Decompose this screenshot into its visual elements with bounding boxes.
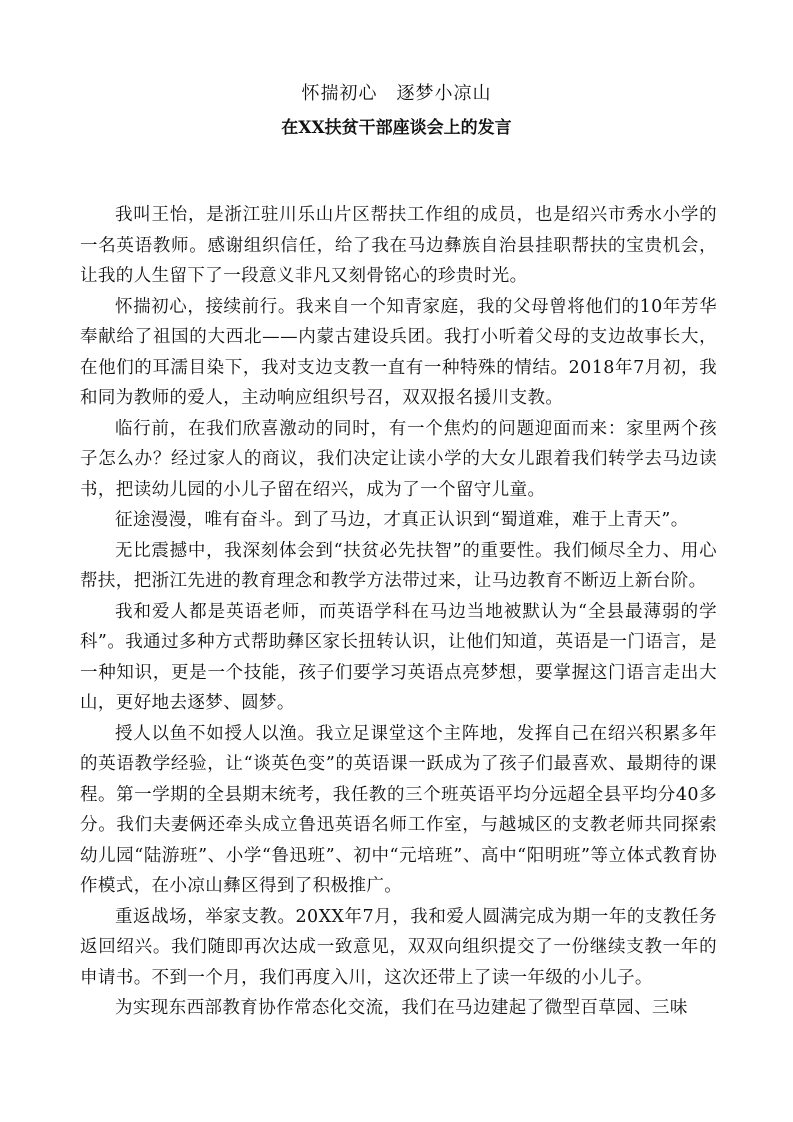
paragraph-8: 重返战场，举家支教。20XX年7月，我和爱人圆满完成为期一年的支教任务返回绍兴。我们随即再次达成一致意见，双双向组织提交了一份继续支教一年的申请书。不到一个月，我们再度入川，这次还带上了读一年级的小儿子。: [80, 906, 717, 988]
document-title: 怀揣初心 逐梦小凉山: [301, 83, 492, 104]
document-subtitle: 在XX扶贫干部座谈会上的发言: [281, 118, 512, 138]
paragraph-5: 无比震撼中，我深刻体会到“扶贫必先扶智”的重要性。我们倾尽全力、用心帮扶，把浙江先进的教育理念和教学方法带过来，让马边教育不断迈上新台阶。: [80, 540, 717, 591]
paragraph-7: 授人以鱼不如授人以渔。我立足课堂这个主阵地，发挥自己在绍兴积累多年的英语教学经验，让“谈英色变”的英语课一跃成为了孩子们最喜欢、最期待的课程。第一学期的全县期末统考，我任教的三个班英语平均分远超全县平均分40多分。我们夫妻俩还牵头成立鲁迅英语名师工作室，与越城区的支教老师共同探索幼儿园“陆游班”、小学“鲁迅班”、初中“元培班”、高中“阳明班”等立体式教育协作模式，在小凉山彝区得到了积极推广。: [80, 723, 717, 896]
paragraph-3: 临行前，在我们欣喜激动的同时，有一个焦灼的问题迎面而来：家里两个孩子怎么办？经过家人的商议，我们决定让读小学的大女儿跟着我们转学去马边读书，把读幼儿园的小儿子留在绍兴，成为了一个留守儿童。: [80, 418, 717, 500]
paragraph-2: 怀揣初心，接续前行。我来自一个知青家庭，我的父母曾将他们的10年芳华奉献给了祖国的大西北——内蒙古建设兵团。我打小听着父母的支边故事长大，在他们的耳濡目染下，我对支边支教一直有一种特殊的情结。2018年7月初，我和同为教师的爱人，主动响应组织号召，双双报名援川支教。: [80, 296, 717, 408]
document-body: [80, 200, 717, 1024]
paragraph-9: 为实现东西部教育协作常态化交流，我们在马边建起了微型百草园、三味: [115, 998, 688, 1018]
paragraph-1: 我叫王怡，是浙江驻川乐山片区帮扶工作组的成员，也是绍兴市秀水小学的一名英语教师。感谢组织信任，给了我在马边彝族自治县挂职帮扶的宝贵机会，让我的人生留下了一段意义非凡又刻骨铭心的珍贵时光。: [80, 205, 717, 286]
paragraph-4: 征途漫漫，唯有奋斗。到了马边，才真正认识到“蜀道难，难于上青天”。: [115, 510, 689, 530]
paragraph-6: 我和爱人都是英语老师，而英语学科在马边当地被默认为“全县最薄弱的学科”。我通过多种方式帮助彝区家长扭转认识，让他们知道，英语是一门语言，是一种知识，更是一个技能，孩子们要学习英语点亮梦想，要掌握这门语言走出大山，更好地去逐梦、圆梦。: [80, 601, 717, 713]
